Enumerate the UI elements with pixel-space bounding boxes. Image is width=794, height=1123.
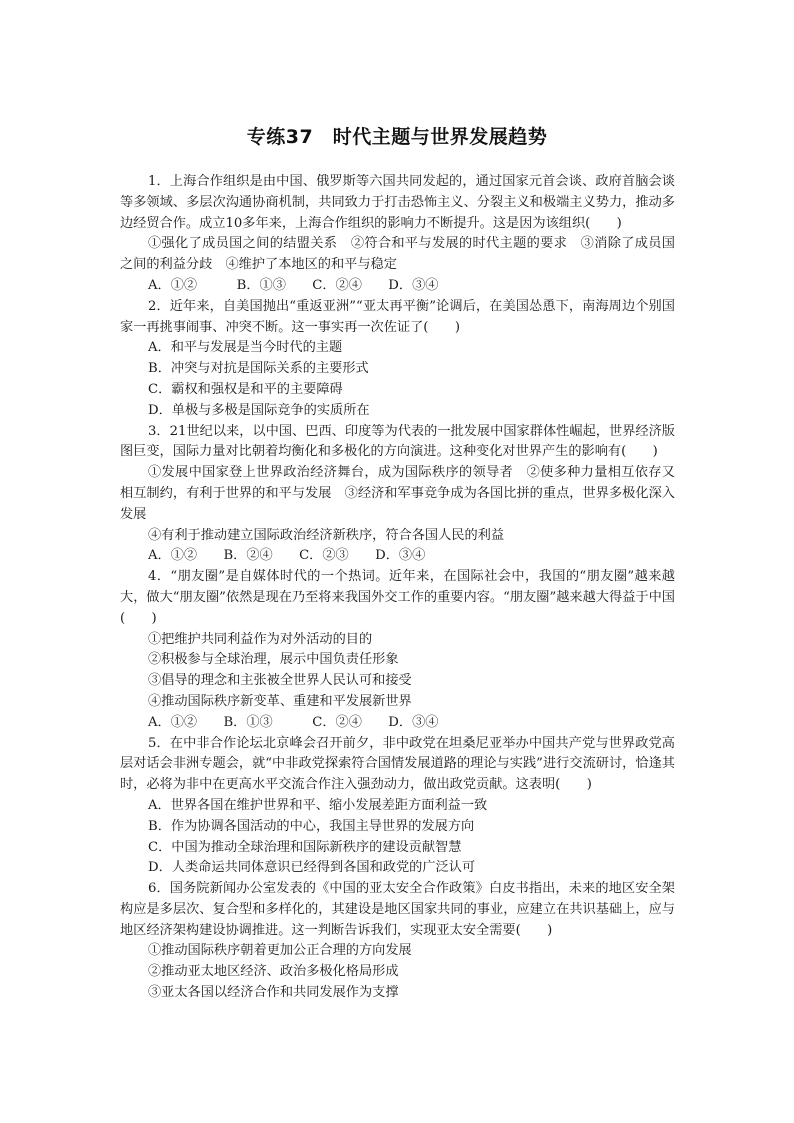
question-1-choices: A．①② B．①③ C．②④ D．③④ (148, 277, 439, 293)
question-2-stem: 2．近年来，自美国抛出“重返亚洲”“亚太再平衡”论调后，在美国怂恿下，南海周边个别国家一再挑事闹事、冲突不断。这一事实再一次佐证了( ) (120, 298, 675, 335)
question-list (120, 172, 675, 1004)
question-2-option-a: A．和平与发展是当今时代的主题 (148, 340, 343, 356)
question-3-stem: 3．21世纪以来，以中国、巴西、印度等为代表的一批发展中国家群体性崛起，世界经济版图巨变，国际力量对比朝着均衡化和多极化的方向演进。这种变化对世界产生的影响有( ) (120, 423, 675, 460)
question-6-statement-2: ②推动亚太地区经济、政治多极化格局形成 (148, 964, 399, 980)
question-2-option-b: B．冲突与对抗是国际关系的主要形式 (148, 361, 369, 377)
question-2-option-c: C．霸权和强权是和平的主要障碍 (148, 381, 343, 397)
question-4-statement-4: ④推动国际秩序新变革、重建和平发展新世界 (148, 693, 412, 709)
question-1-stem: 1．上海合作组织是由中国、俄罗斯等六国共同发起的，通过国家元首会谈、政府首脑会谈等多领域、多层次沟通协商机制，共同致力于打击恐怖主义、分裂主义和极端主义势力，推动多边经贸合作。成立10多年来，上海合作组织的影响力不断提升。这是因为该组织( ) (120, 174, 675, 231)
question-3-statement-4: ④有利于推动建立国际政治经济新秩序，符合各国人民的利益 (148, 527, 505, 543)
question-3-statements: ①发展中国家登上世界政治经济舞台，成为国际秩序的领导者 ②使多种力量相互依存又相互制约，有利于世界的和平与发展 ③经济和军事竞争成为各国比拼的重点，世界多极化深入发展 (120, 465, 675, 522)
question-5-option-c: C．中国为推动全球治理和国际新秩序的建设贡献智慧 (148, 839, 462, 855)
question-5-option-a: A．世界各国在维护世界和平、缩小发展差距方面利益一致 (148, 797, 488, 813)
question-5-option-d: D．人类命运共同体意识已经得到各国和政党的广泛认可 (148, 860, 476, 876)
question-2-option-d: D．单极与多极是国际竞争的实质所在 (148, 402, 370, 418)
question-6-stem: 6．国务院新闻办公室发表的《中国的亚太安全合作政策》白皮书指出，未来的地区安全架构应是多层次、复合型和多样化的，其建设是地区国家共同的事业，应建立在共识基础上，应与地区经济架构建设协调推进。这一判断告诉我们，实现亚太安全需要( ) (120, 881, 675, 938)
question-5-stem: 5．在中非合作论坛北京峰会召开前夕，非中政党在坦桑尼亚举办中国共产党与世界政党高层对话会非洲专题会，就“中非政党探索符合国情发展道路的理论与实践”进行交流研讨，恰逢其时，必将为非中在更高水平交流合作注入强劲动力，做出政党贡献。这表明( ) (120, 735, 675, 793)
question-4-statement-2: ②积极参与全球治理，展示中国负责任形象 (148, 652, 399, 668)
page-title: 专练37 时代主题与世界发展趋势 (246, 126, 548, 148)
question-4-stem: 4．“朋友圈”是自媒体时代的一个热词。近年来，在国际社会中，我国的“朋友圈”越来越大，做大“朋友圈”依然是现在乃至将来我国外交工作的重要内容。“朋友圈”越来越大得益于中国( ) (120, 569, 675, 626)
question-1-statements: ①强化了成员国之间的结盟关系 ②符合和平与发展的时代主题的要求 ③消除了成员国之间的利益分歧 ④维护了本地区的和平与稳定 (120, 236, 675, 273)
question-3-choices: A．①② B．②④ C．②③ D．③④ (148, 548, 426, 564)
question-6-statement-1: ①推动国际秩序朝着更加公正合理的方向发展 (148, 943, 412, 959)
question-4-choices: A．①② B．①③ C．②④ D．③④ (148, 714, 439, 730)
question-5-option-b: B．作为协调各国活动的中心，我国主导世界的发展方向 (148, 818, 475, 834)
question-6-statement-3: ③亚太各国以经济合作和共同发展作为支撑 (148, 985, 399, 1001)
question-4-statement-1: ①把维护共同利益作为对外活动的目的 (148, 631, 373, 647)
question-4-statement-3: ③倡导的理念和主张被全世界人民认可和接受 (148, 673, 412, 689)
